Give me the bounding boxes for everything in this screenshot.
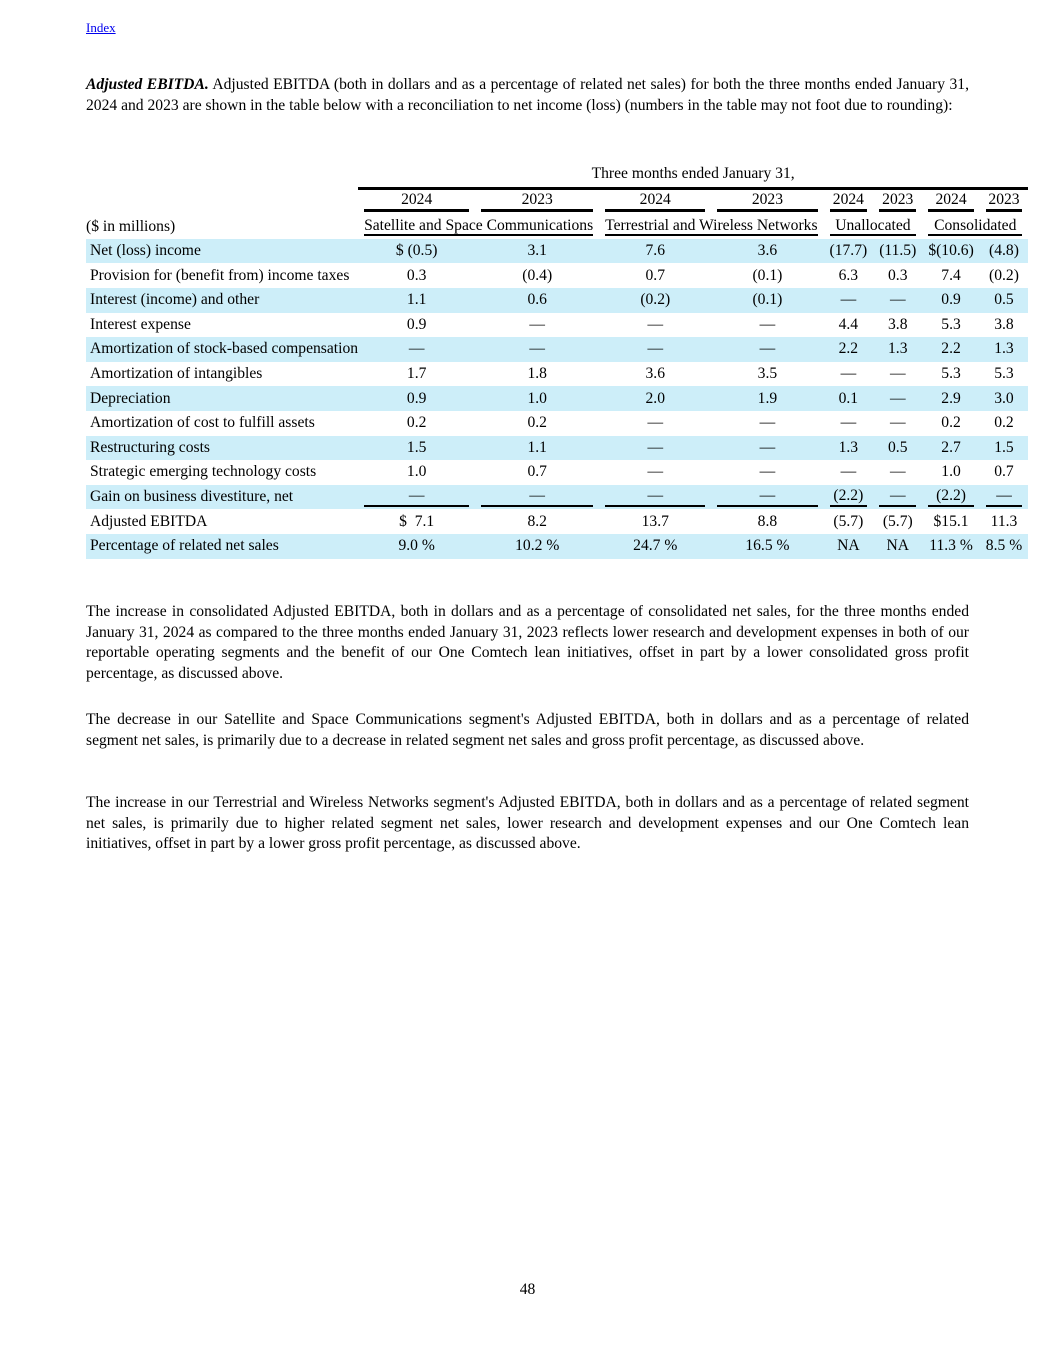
row-label: Amortization of intangibles [90, 365, 263, 383]
table-cell: (0.2) [989, 266, 1019, 284]
row-label: Gain on business divestiture, net [86, 485, 358, 510]
year-header: 2024 [605, 191, 705, 212]
table-cell: 0.7 [645, 266, 665, 284]
table-cell: — [759, 438, 776, 456]
table-cell: 0.9 [406, 389, 427, 407]
table-cell: — [889, 291, 906, 309]
table-cell: 10.2 % [515, 537, 560, 555]
row-label: Depreciation [86, 386, 358, 411]
page-number: 48 [519, 1281, 536, 1298]
table-cell: 2.0 [645, 389, 665, 407]
table-cell: (4.8) [989, 242, 1019, 260]
table-cell: 8.8 [757, 512, 778, 530]
table-cell: — [759, 414, 776, 432]
table-cell: (2.2) [928, 487, 973, 507]
table-cell: 3.8 [994, 315, 1014, 333]
table-cell: 24.7 % [633, 537, 678, 555]
table-cell: 4.4 [838, 315, 859, 333]
table-cell: 3.0 [994, 389, 1014, 407]
table-cell: (0.4) [522, 266, 553, 284]
table-cell: 1.0 [527, 389, 547, 407]
table-row [86, 411, 1028, 436]
intro-text: Adjusted EBITDA (both in dollars and as a percentage of related net sales) for both the three months ended January 31, 2024 and 2023 are shown in the table below with a reconciliation to net income (loss) (numbers in the table may not foot due to rounding): [86, 76, 969, 114]
row-label: Interest (income) and other [86, 288, 358, 313]
table-cell: 7.6 [645, 242, 665, 260]
table-cell: $ (0.5) [395, 242, 438, 260]
paragraph-satellite: The decrease in our Satellite and Space Communications segment's Adjusted EBITDA, both in dollars and as a percentage of related segment net sales, is primarily due to a decrease in related segment net sales and gross profit percentage, as discussed above. [86, 711, 969, 749]
table-cell: 1.9 [757, 389, 778, 407]
table-cell: 2.7 [941, 438, 961, 456]
table-row [86, 436, 1028, 461]
table-cell: 1.0 [941, 463, 961, 481]
paragraph-consolidated: The increase in consolidated Adjusted EBITDA, both in dollars and as a percentage of consolidated net sales, for the three months ended January 31, 2024 as compared to the three months ended January 31, 2023 reflects lower research and development expenses in both of our reportable operating segments and the benefit of our One Comtech lean initiatives, offset in part by a lower consolidated gross profit percentage, as discussed above. [86, 603, 969, 683]
table-cell: 1.1 [406, 291, 427, 309]
table-cell: 3.6 [757, 242, 778, 260]
table-cell: — [759, 463, 776, 481]
table-cell: 9.0 % [398, 537, 435, 555]
row-label: Interest expense [90, 315, 191, 333]
year-header: 2024 [364, 191, 469, 212]
table-cell: — [840, 365, 857, 383]
table-row [86, 313, 1028, 338]
table-cell: 5.3 [941, 315, 961, 333]
table-cell: — [529, 340, 546, 358]
row-label: Net (loss) income [86, 239, 358, 264]
table-cell: 1.8 [527, 365, 547, 383]
paragraph-terrestrial: The increase in our Terrestrial and Wireless Networks segment's Adjusted EBITDA, both in dollars and as a percentage of related segment net sales, is primarily due to higher related segment net sales, lower research and development expenses and our One Comtech lean initiatives, offset in part by a lower gross profit percentage, as discussed above. [86, 794, 969, 853]
table-cell: 1.5 [406, 438, 427, 456]
table-cell: — [605, 487, 705, 507]
table-cell: — [986, 487, 1022, 507]
table-cell: — [759, 315, 776, 333]
row-label: Provision for (benefit from) income taxes [90, 266, 350, 284]
table-cell: 0.2 [527, 414, 547, 432]
table-cell: — [647, 414, 664, 432]
table-row [86, 460, 1028, 485]
units-label: ($ in millions) [86, 217, 176, 235]
table-cell: 5.3 [941, 365, 961, 383]
table-cell: NA [886, 537, 910, 555]
table-cell: 16.5 % [745, 537, 790, 555]
table-cell: — [647, 315, 664, 333]
table-cell: 7.4 [941, 266, 961, 284]
adjusted-ebitda-table [86, 162, 1028, 559]
table-cell: 3.6 [645, 365, 665, 383]
table-row [86, 362, 1028, 387]
table-cell: 0.7 [994, 463, 1014, 481]
table-cell: 3.1 [527, 242, 547, 260]
table-cell: — [889, 463, 906, 481]
table-row [86, 337, 1028, 362]
table-cell: — [840, 414, 857, 432]
intro-paragraph [86, 75, 969, 116]
table-cell: — [889, 414, 906, 432]
table-cell: 1.7 [406, 365, 427, 383]
table-cell: 3.5 [757, 365, 778, 383]
table-cell: — [529, 315, 546, 333]
table-cell: — [364, 487, 469, 507]
table-cell: (0.1) [752, 266, 783, 284]
table-cell: 1.5 [994, 438, 1014, 456]
table-cell: 8.2 [527, 512, 547, 530]
table-cell: 0.3 [888, 266, 908, 284]
table-cell: (0.2) [640, 291, 671, 309]
table-cell: (2.2) [830, 487, 868, 507]
table-cell: 0.5 [888, 438, 908, 456]
table-cell: 0.2 [406, 414, 427, 432]
table-row [86, 386, 1028, 411]
segment-consolidated: Consolidated [928, 217, 1022, 236]
table-cell: (11.5) [879, 242, 917, 260]
table-cell: 0.6 [527, 291, 547, 309]
table-cell: 0.3 [406, 266, 427, 284]
table-cell: 1.0 [406, 463, 427, 481]
row-label: Amortization of stock-based compensation [86, 337, 358, 362]
table-cell: 5.3 [994, 365, 1014, 383]
table-cell: — [889, 389, 906, 407]
table-cell: NA [837, 537, 860, 555]
table-cell: 11.3 [990, 512, 1018, 530]
table-cell: $ 7.1 [399, 512, 435, 530]
year-header: 2023 [717, 191, 817, 212]
table-cell: 0.2 [994, 414, 1014, 432]
table-cell: 0.5 [994, 291, 1014, 309]
table-cell: — [840, 291, 857, 309]
table-cell: 0.9 [941, 291, 961, 309]
year-header: 2024 [928, 191, 973, 212]
table-cell: 11.3 % [929, 537, 973, 555]
intro-heading: Adjusted EBITDA. [86, 76, 209, 93]
row-label: Adjusted EBITDA [90, 512, 208, 530]
table-row [86, 288, 1028, 313]
table-cell: — [647, 340, 664, 358]
table-cell: (17.7) [829, 242, 868, 260]
table-cell: 1.1 [527, 438, 547, 456]
segment-unallocated: Unallocated [830, 217, 917, 236]
table-row [86, 263, 1028, 288]
segment-satellite: Satellite and Space Communications [364, 216, 594, 234]
table-cell: (5.7) [882, 512, 913, 530]
table-cell: 1.3 [888, 340, 908, 358]
year-header: 2023 [986, 191, 1022, 212]
table-cell: 2.9 [941, 389, 961, 407]
table-cell: 0.2 [941, 414, 961, 432]
table-cell: $15.1 [933, 512, 969, 530]
segment-terrestrial: Terrestrial and Wireless Networks [605, 216, 818, 234]
table-cell: — [481, 487, 593, 507]
row-label: Percentage of related net sales [86, 534, 358, 559]
table-cell: (5.7) [833, 512, 864, 530]
table-cell: — [879, 487, 916, 507]
table-cell: — [408, 340, 425, 358]
table-cell: — [840, 463, 857, 481]
table-row [86, 534, 1028, 559]
table-row [86, 509, 1028, 534]
row-label: Strategic emerging technology costs [90, 463, 317, 481]
row-label: Amortization of cost to fulfill assets [90, 414, 315, 432]
period-title: Three months ended January 31, [358, 162, 1028, 190]
table-cell: 1.3 [838, 438, 859, 456]
table-cell: 2.2 [838, 340, 859, 358]
row-label: Restructuring costs [86, 436, 358, 461]
table-cell: — [759, 340, 776, 358]
table-cell: — [647, 438, 664, 456]
table-cell: 3.8 [888, 315, 908, 333]
table-cell: 13.7 [641, 512, 669, 530]
table-cell: — [717, 487, 817, 507]
year-header: 2023 [879, 191, 916, 212]
table-cell: 0.9 [406, 315, 427, 333]
table-row [86, 239, 1028, 264]
year-header: 2024 [830, 191, 868, 212]
table-cell: — [889, 365, 906, 383]
table-cell: 0.1 [838, 389, 859, 407]
table-cell: 6.3 [838, 266, 859, 284]
table-cell: (0.1) [752, 291, 783, 309]
table-cell: $(10.6) [928, 242, 974, 260]
year-header: 2023 [481, 191, 593, 212]
table-cell: 1.3 [994, 340, 1014, 358]
table-cell: 0.7 [527, 463, 547, 481]
table-row [86, 485, 1028, 510]
index-link[interactable]: Index [86, 20, 116, 35]
table-cell: — [647, 463, 664, 481]
table-cell: 8.5 % [985, 537, 1023, 555]
table-cell: 2.2 [941, 340, 961, 358]
